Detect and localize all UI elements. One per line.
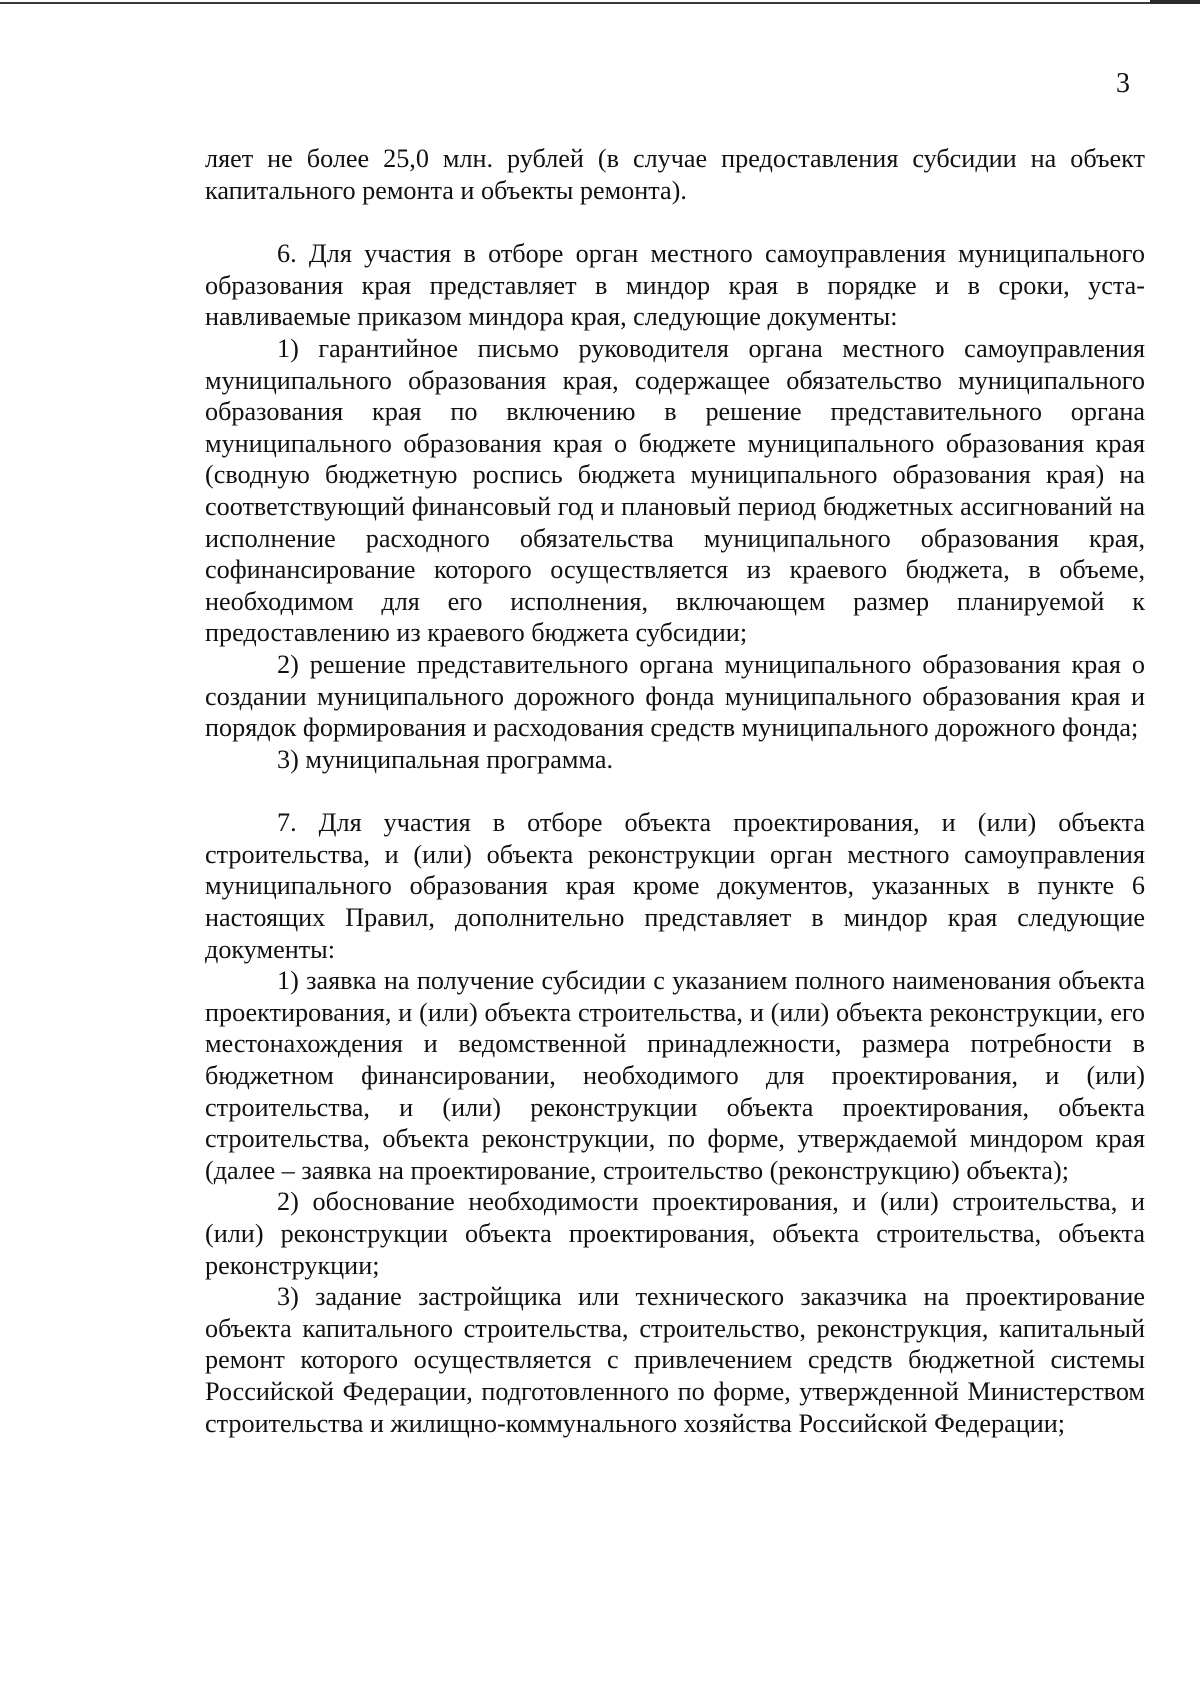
paragraph-item-6-3: 3) муниципальная программа. bbox=[277, 744, 613, 774]
paragraph-item-6-2: 2) решение представительного органа муниципального образования края о создании муниципального дорожного фонда муниципального образования края и порядок формирования и расходования средств муниципального дорожного фонда; bbox=[205, 649, 1145, 743]
paragraph-item-6-1: 1) гарантийное письмо руководителя органа местного самоуправления муниципального образования края, содержащее обязательство муниципального образования края по включению в решение представительного органа муниципального образования края о бюджете муниципального образования края (сводную бюджетную роспись бюджета муниципального образования края) на соответствующий финансовый год и плановый период бюджетных ассигнований на исполнение расходного обязательства муниципального образования края, софинансирование которого осуществляется из краевого бюджета, в объеме, необходимом для его исполнения, включающем размер планируемой к предоставлению из краевого бюджета субсидии; bbox=[205, 333, 1145, 648]
paragraph-item-7-3: 3) задание застройщика или технического заказчика на проектирование объекта капитального строительства, строительство, реконструкция, капитальный ремонт которого осуществляется с привлечением средств бюджетной системы Российской Федерации, подготовленного по форме, утвержденной Министерством строительства и жилищно-коммунального хозяйства Российской Федерации; bbox=[205, 1282, 1145, 1438]
paragraph-item-7-2: 2) обоснование необходимости проектирования, и (или) строительства, и (или) реконструкции объекта проектирования, объекта строительства, объекта реконструкции; bbox=[205, 1187, 1145, 1280]
page-number: 3 bbox=[1116, 68, 1130, 99]
paragraph-item-7-1: 1) заявка на получение субсидии с указанием полного наименования объекта проектирования, и (или) объекта строительства, и (или) объекта реконструкции, его местонахождения и ведомственной принадлежности, размера потребности в бюджетном финансировании, необходимого для проектирования, и (или) строительства, и (или) реконструкции объекта проектирования, объекта строительства, объекта реконструкции, по форме, утверждаемой миндором края (далее – заявка на проектирование, строительство (реконструкцию) объекта); bbox=[205, 966, 1145, 1185]
paragraph-item-6: 6. Для участия в отборе орган местного самоуправления муниципального образования края представляет в миндор края в порядке и в сроки, устанавливаемые приказом миндора края, следующие документы: bbox=[205, 239, 1145, 332]
paragraph-continuation: ляет не более 25,0 млн. рублей (в случае предоставления субсидии на объект капитального ремонта и объекты ремонта). bbox=[205, 144, 1145, 205]
document-body bbox=[205, 143, 1145, 1439]
paragraph-item-7: 7. Для участия в отборе объекта проектирования, и (или) объекта строительства, и (или) объекта реконструкции орган местного самоуправления муниципального образования края кроме документов, указанных в пункте 6 настоящих Правил, дополнительно представляет в миндор края следующие документы: bbox=[205, 808, 1145, 964]
top-rule-end bbox=[1150, 0, 1200, 4]
top-rule bbox=[0, 2, 1200, 4]
